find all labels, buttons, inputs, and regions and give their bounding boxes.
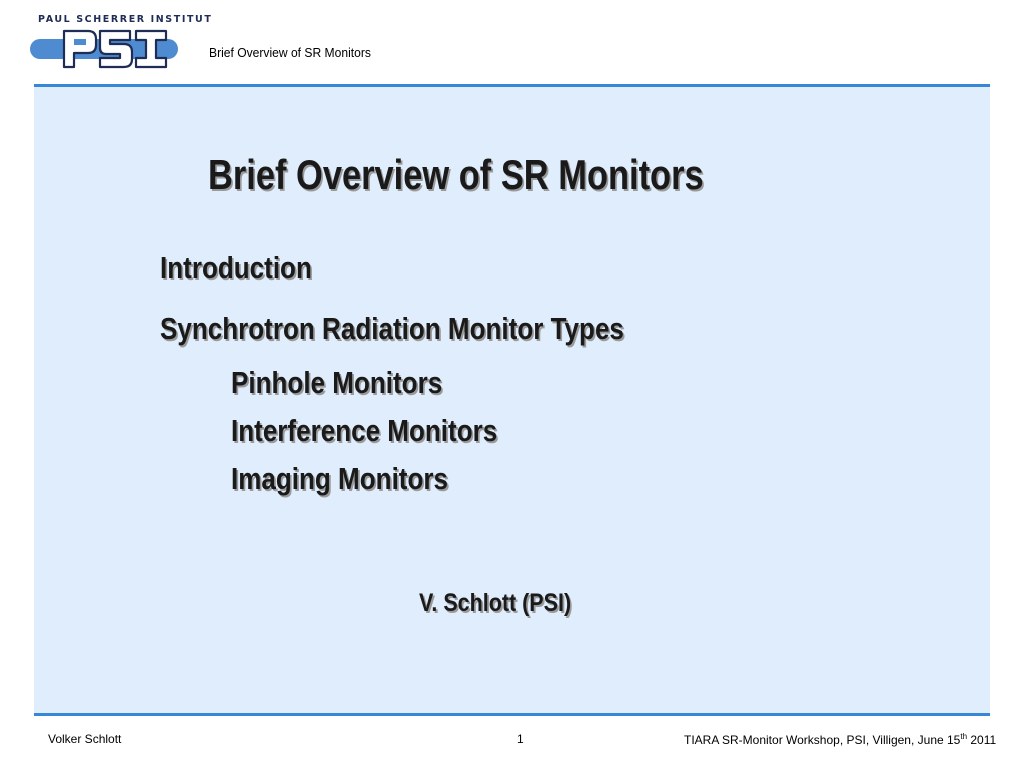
sub-item-imaging: Imaging Monitors	[231, 461, 448, 496]
outline-item-introduction: Introduction	[160, 250, 312, 285]
footer-presenter: Volker Schlott	[48, 732, 122, 746]
footer-event	[684, 732, 996, 747]
psi-logo-mark	[30, 28, 190, 72]
sub-item-pinhole: Pinhole Monitors	[231, 365, 443, 400]
logo-org-name: PAUL SCHERRER INSTITUT	[38, 14, 213, 25]
slide-content	[34, 84, 990, 716]
footer-event-text: TIARA SR-Monitor Workshop, PSI, Villigen, June 15	[684, 733, 961, 747]
outline-item-sr-monitor-types: Synchrotron Radiation Monitor Types	[160, 311, 624, 346]
footer-page-number: 1	[517, 732, 524, 746]
sub-item-interference: Interference Monitors	[231, 413, 498, 448]
author-line: V. Schlott (PSI)	[419, 589, 572, 617]
psi-logo	[30, 12, 213, 74]
header-title: Brief Overview of SR Monitors	[209, 45, 371, 60]
footer-event-sup: th	[960, 732, 968, 741]
footer-event-year: 2011	[967, 733, 997, 747]
slide-title: Brief Overview of SR Monitors	[208, 151, 704, 198]
